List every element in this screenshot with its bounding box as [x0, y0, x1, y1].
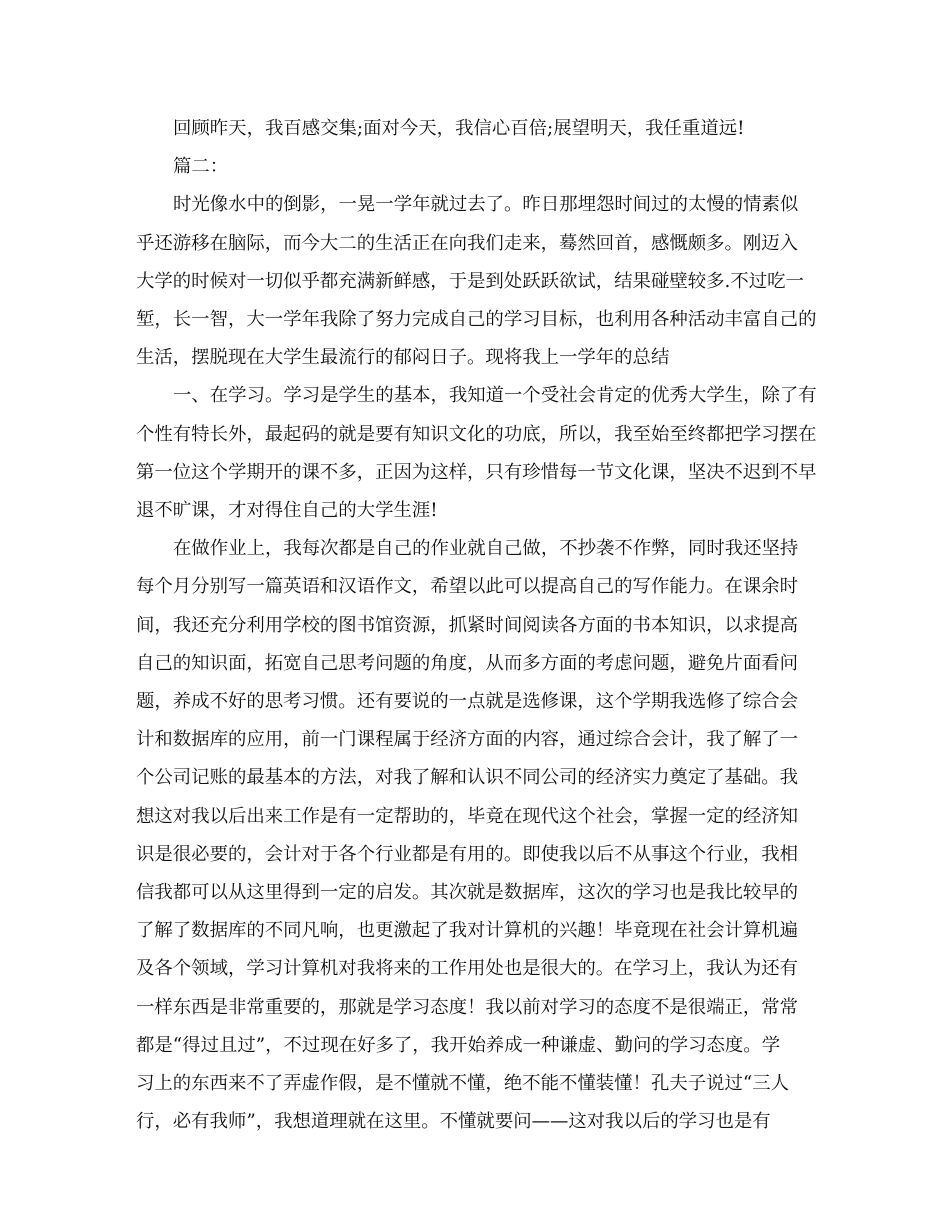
- text-line: 题，养成不好的思考习惯。还有要说的一点就是选修课，这个学期我选修了综合会: [136, 691, 799, 713]
- text-line: 都是“得过且过”，不过现在好多了，我开始养成一种谦虚、勤问的学习态度。学: [136, 1034, 781, 1056]
- document-body: [136, 110, 816, 1141]
- text-line: 行，必有我师”，我想道理就在这里。不懂就要问——这对我以后的学习也是有: [136, 1111, 771, 1133]
- text-line: 个公司记账的最基本的方法，对我了解和认识不同公司的经济实力奠定了基础。我: [136, 767, 799, 789]
- text-line: 一样东西是非常重要的，那就是学习态度！我以前对学习的态度不是很端正，常常: [136, 996, 799, 1018]
- text-line: 每个月分别写一篇英语和汉语作文，希望以此可以提高自己的写作能力。在课余时: [136, 576, 799, 598]
- text-line: 个性有特长外，最起码的就是要有知识文化的功底，所以，我至始至终都把学习摆在: [136, 423, 817, 445]
- text-line: 自己的知识面，拓宽自己思考问题的角度，从而多方面的考虑问题，避免片面看问: [136, 652, 799, 674]
- text-line: 生活，摆脱现在大学生最流行的郁闷日子。现将我上一学年的总结: [136, 347, 670, 369]
- text-line: 第一位这个学期开的课不多，正因为这样，只有珍惜每一节文化课，坚决不迟到不早: [136, 461, 817, 483]
- text-line: 间，我还充分利用学校的图书馆资源，抓紧时间阅读各方面的书本知识，以求提高: [136, 614, 799, 636]
- text-line: 乎还游移在脑际，而今大二的生活正在向我们走来，蓦然回首，感慨颇多。刚迈入: [136, 232, 799, 254]
- paragraph-5: [136, 530, 816, 1141]
- text-line: 一、在学习。学习是学生的基本，我知道一个受社会肯定的优秀大学生，除了有: [173, 385, 817, 407]
- text-line: 回顾昨天，我百感交集;面对今天，我信心百倍;展望明天，我任重道远!: [173, 118, 745, 139]
- text-line: 大学的时候对一切似乎都充满新鲜感，于是到处跃跃欲试，结果碰壁较多.不过吃一: [136, 270, 804, 292]
- text-line: 了解了数据库的不同凡响，也更激起了我对计算机的兴趣！毕竟现在社会计算机遍: [136, 920, 799, 942]
- text-line: 及各个领域，学习计算机对我将来的工作用处也是很大的。在学习上，我认为还有: [136, 958, 799, 980]
- paragraph-2-heading: [136, 148, 816, 186]
- text-line: 识是很必要的，会计对于各个行业都是有用的。即使我以后不从事这个行业，我相: [136, 843, 799, 865]
- text-line: 篇二：: [173, 156, 229, 178]
- text-line: 堑，长一智，大一学年我除了努力完成自己的学习目标，也利用各种活动丰富自己的: [136, 309, 817, 331]
- text-line: 退不旷课，才对得住自己的大学生涯!: [136, 500, 438, 522]
- text-line: 想这对我以后出来工作是有一定帮助的，毕竟在现代这个社会，掌握一定的经济知: [136, 805, 799, 827]
- text-line: 习上的东西来不了弄虚作假，是不懂就不懂，绝不能不懂装懂！孔夫子说过“三人: [136, 1073, 790, 1095]
- paragraph-1: [136, 110, 816, 148]
- paragraph-3: [136, 186, 816, 377]
- text-line: 在做作业上，我每次都是自己的作业就自己做，不抄袭不作弊，同时我还坚持: [173, 538, 799, 560]
- text-line: 时光像水中的倒影，一晃一学年就过去了。昨日那埋怨时间过的太慢的情素似: [173, 194, 799, 216]
- paragraph-4: [136, 377, 816, 530]
- text-line: 信我都可以从这里得到一定的启发。其次就是数据库，这次的学习也是我比较早的: [136, 882, 799, 904]
- text-line: 计和数据库的应用，前一门课程属于经济方面的内容，通过综合会计，我了解了一: [136, 729, 799, 751]
